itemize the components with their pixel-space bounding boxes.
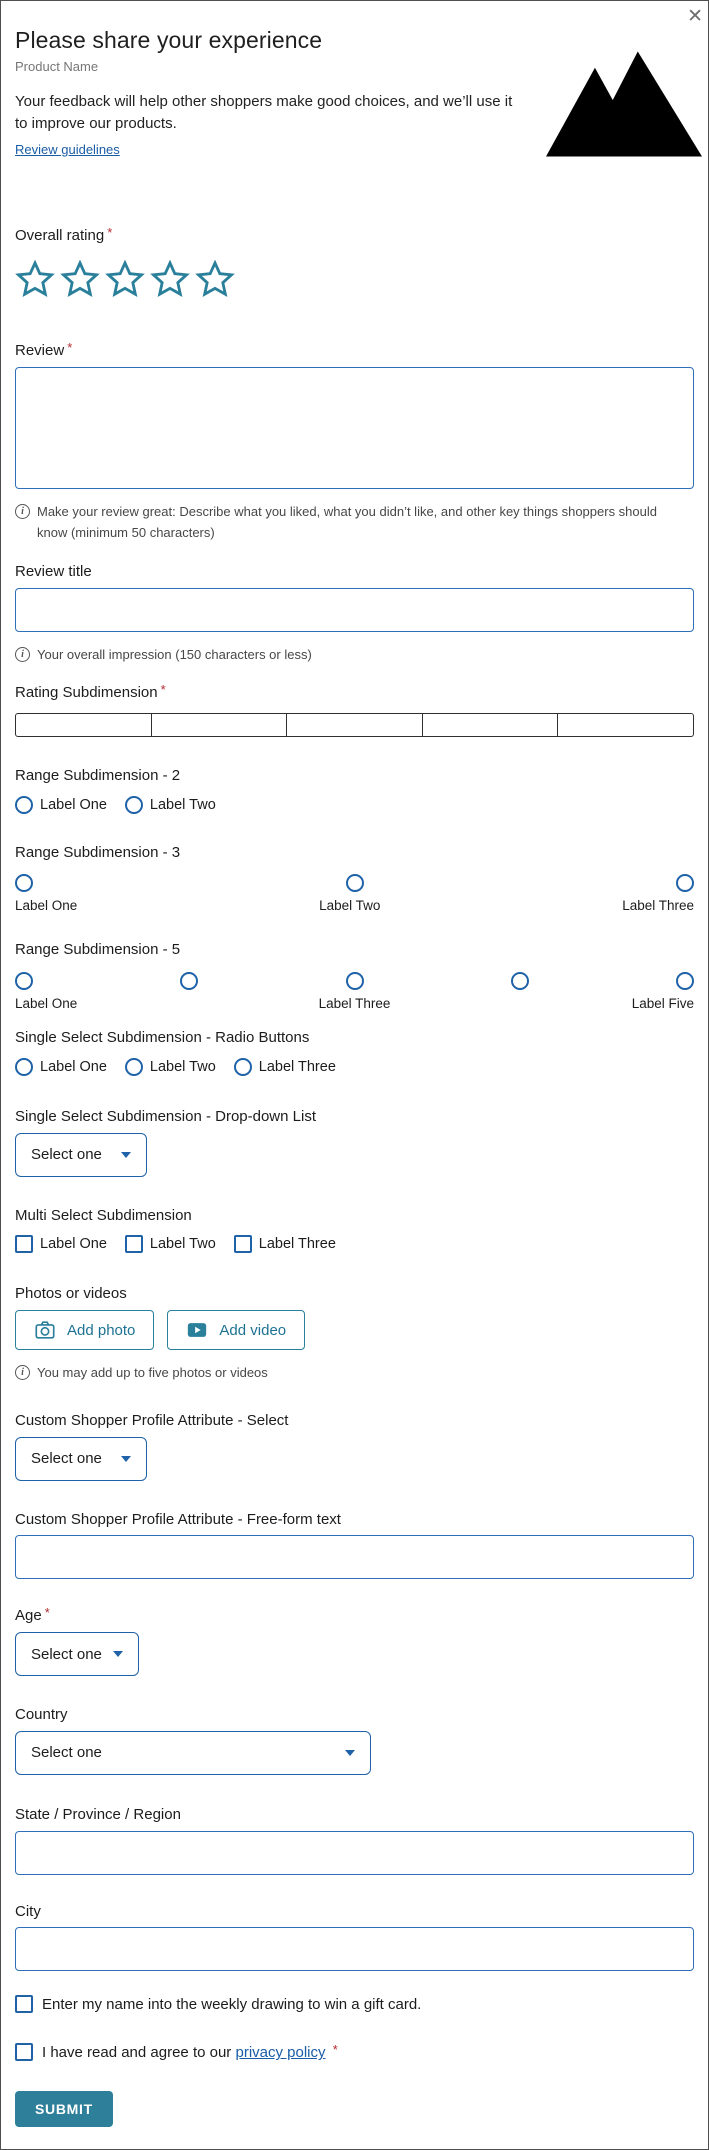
- intro-text: Your feedback will help other shoppers make good choices, and we’ll use it to improve our products.: [15, 93, 513, 133]
- range-subdimension-2-label: Range Subdimension - 2: [15, 766, 181, 784]
- rating-segment-2[interactable]: [152, 714, 288, 736]
- state-label: State / Province / Region: [15, 1805, 181, 1823]
- star-rating-control: [15, 260, 694, 300]
- city-label: City: [15, 1902, 41, 1920]
- review-label: Review *: [15, 340, 73, 360]
- rating-segment-3[interactable]: [287, 714, 423, 736]
- photos-label: Photos or videos: [15, 1285, 127, 1303]
- custom-attribute-text-label: Custom Shopper Profile Attribute - Free-form text: [15, 1510, 341, 1528]
- radio-range3-3[interactable]: [676, 874, 694, 892]
- mountain-logo-image: [546, 51, 702, 157]
- radio-range5-4[interactable]: [511, 972, 529, 990]
- age-label: Age *: [15, 1605, 50, 1625]
- custom-attribute-select-dropdown[interactable]: Select one: [15, 1437, 147, 1481]
- radio-icon: [15, 796, 33, 814]
- add-photo-button[interactable]: Add photo: [15, 1310, 154, 1350]
- required-asterisk: *: [107, 225, 113, 241]
- custom-attribute-select-label: Custom Shopper Profile Attribute - Select: [15, 1411, 289, 1429]
- custom-attribute-text-input[interactable]: [15, 1535, 694, 1579]
- star-icon[interactable]: [150, 260, 190, 300]
- radio-range3-2[interactable]: [346, 874, 364, 892]
- single-select-radio-options: [15, 1058, 694, 1076]
- country-dropdown[interactable]: Select one: [15, 1731, 371, 1775]
- required-asterisk: *: [332, 2042, 338, 2058]
- range-subdimension-3-label: Range Subdimension - 3: [15, 843, 181, 861]
- radio-option[interactable]: Label Two: [125, 1058, 216, 1076]
- review-helper: i Make your review great: Describe what you liked, what you didn’t like, and other key things shoppers should know (minimum 50 characters): [15, 502, 675, 544]
- submit-button[interactable]: SUBMIT: [15, 2091, 113, 2127]
- range-subdimension-3-radios: [15, 874, 694, 892]
- single-select-radio-label: Single Select Subdimension - Radio Buttons: [15, 1029, 310, 1047]
- review-title-input[interactable]: [15, 588, 694, 632]
- radio-range3-1[interactable]: [15, 874, 33, 892]
- photos-helper: i You may add up to five photos or videos: [15, 1363, 675, 1384]
- range-subdimension-2-options: [15, 796, 694, 814]
- radio-range5-2[interactable]: [180, 972, 198, 990]
- info-icon: i: [15, 647, 30, 662]
- terms-option[interactable]: I have read and agree to our privacy policy *: [15, 2043, 694, 2063]
- checkbox-option[interactable]: Label Two: [125, 1235, 216, 1253]
- radio-range5-5[interactable]: [676, 972, 694, 990]
- rating-subdimension-label: Rating Subdimension *: [15, 682, 166, 702]
- camera-icon: [34, 1319, 56, 1341]
- radio-icon: [234, 1058, 252, 1076]
- radio-icon: [15, 1058, 33, 1076]
- info-icon: i: [15, 504, 30, 519]
- chevron-down-icon: [121, 1152, 131, 1158]
- review-title-helper: i Your overall impression (150 characters or less): [15, 645, 675, 666]
- product-name: Product Name: [15, 59, 99, 74]
- checkbox-icon: [15, 1235, 33, 1253]
- single-select-dropdown-label: Single Select Subdimension - Drop-down List: [15, 1107, 316, 1125]
- radio-option[interactable]: Label Three: [234, 1058, 336, 1076]
- star-icon[interactable]: [105, 260, 145, 300]
- rating-segment-5[interactable]: [558, 714, 693, 736]
- radio-icon: [125, 1058, 143, 1076]
- required-asterisk: *: [67, 340, 73, 356]
- checkbox-icon: [234, 1235, 252, 1253]
- radio-range5-3[interactable]: [346, 972, 364, 990]
- star-icon[interactable]: [15, 260, 55, 300]
- required-asterisk: *: [44, 1605, 50, 1621]
- review-title-label: Review title: [15, 563, 92, 581]
- media-buttons: [15, 1310, 694, 1350]
- radio-icon: [125, 796, 143, 814]
- chevron-down-icon: [113, 1651, 123, 1657]
- star-icon[interactable]: [195, 260, 235, 300]
- range-subdimension-5-label: Range Subdimension - 5: [15, 941, 181, 959]
- chevron-down-icon: [345, 1750, 355, 1756]
- range-subdimension-5-labels: Label One Label Three Label Five: [15, 996, 694, 1012]
- state-input[interactable]: [15, 1831, 694, 1875]
- rating-subdimension-segmented-control: [15, 713, 694, 737]
- review-guidelines-link[interactable]: Review guidelines: [15, 142, 120, 158]
- overall-rating-label: Overall rating *: [15, 225, 113, 245]
- radio-range5-1[interactable]: [15, 972, 33, 990]
- radio-option[interactable]: Label Two: [125, 796, 216, 814]
- chevron-down-icon: [121, 1456, 131, 1462]
- rating-segment-4[interactable]: [423, 714, 559, 736]
- close-icon[interactable]: ✕: [687, 6, 703, 27]
- city-input[interactable]: [15, 1927, 694, 1971]
- checkbox-option[interactable]: Label One: [15, 1235, 107, 1253]
- play-video-icon: [186, 1319, 208, 1341]
- rating-segment-1[interactable]: [16, 714, 152, 736]
- add-video-button[interactable]: Add video: [167, 1310, 305, 1350]
- checkbox-option[interactable]: Label Three: [234, 1235, 336, 1253]
- single-select-dropdown[interactable]: Select one: [15, 1133, 147, 1177]
- checkbox-icon: [15, 1995, 33, 2013]
- age-dropdown[interactable]: Select one: [15, 1632, 139, 1676]
- checkbox-icon: [15, 2043, 33, 2061]
- page-title: Please share your experience: [15, 27, 323, 53]
- checkbox-icon: [125, 1235, 143, 1253]
- privacy-policy-link[interactable]: privacy policy: [235, 2044, 326, 2062]
- multi-select-label: Multi Select Subdimension: [15, 1206, 192, 1224]
- review-textarea[interactable]: [15, 367, 694, 489]
- star-icon[interactable]: [60, 260, 100, 300]
- info-icon: i: [15, 1365, 30, 1380]
- required-asterisk: *: [160, 682, 166, 698]
- sweepstakes-option[interactable]: Enter my name into the weekly drawing to win a gift card.: [15, 1995, 694, 2015]
- radio-option[interactable]: Label One: [15, 1058, 107, 1076]
- range-subdimension-3-labels: Label One Label Two Label Three: [15, 898, 694, 914]
- multi-select-options: [15, 1235, 694, 1253]
- radio-option[interactable]: Label One: [15, 796, 107, 814]
- country-label: Country: [15, 1706, 68, 1724]
- range-subdimension-5-radios: [15, 972, 694, 990]
